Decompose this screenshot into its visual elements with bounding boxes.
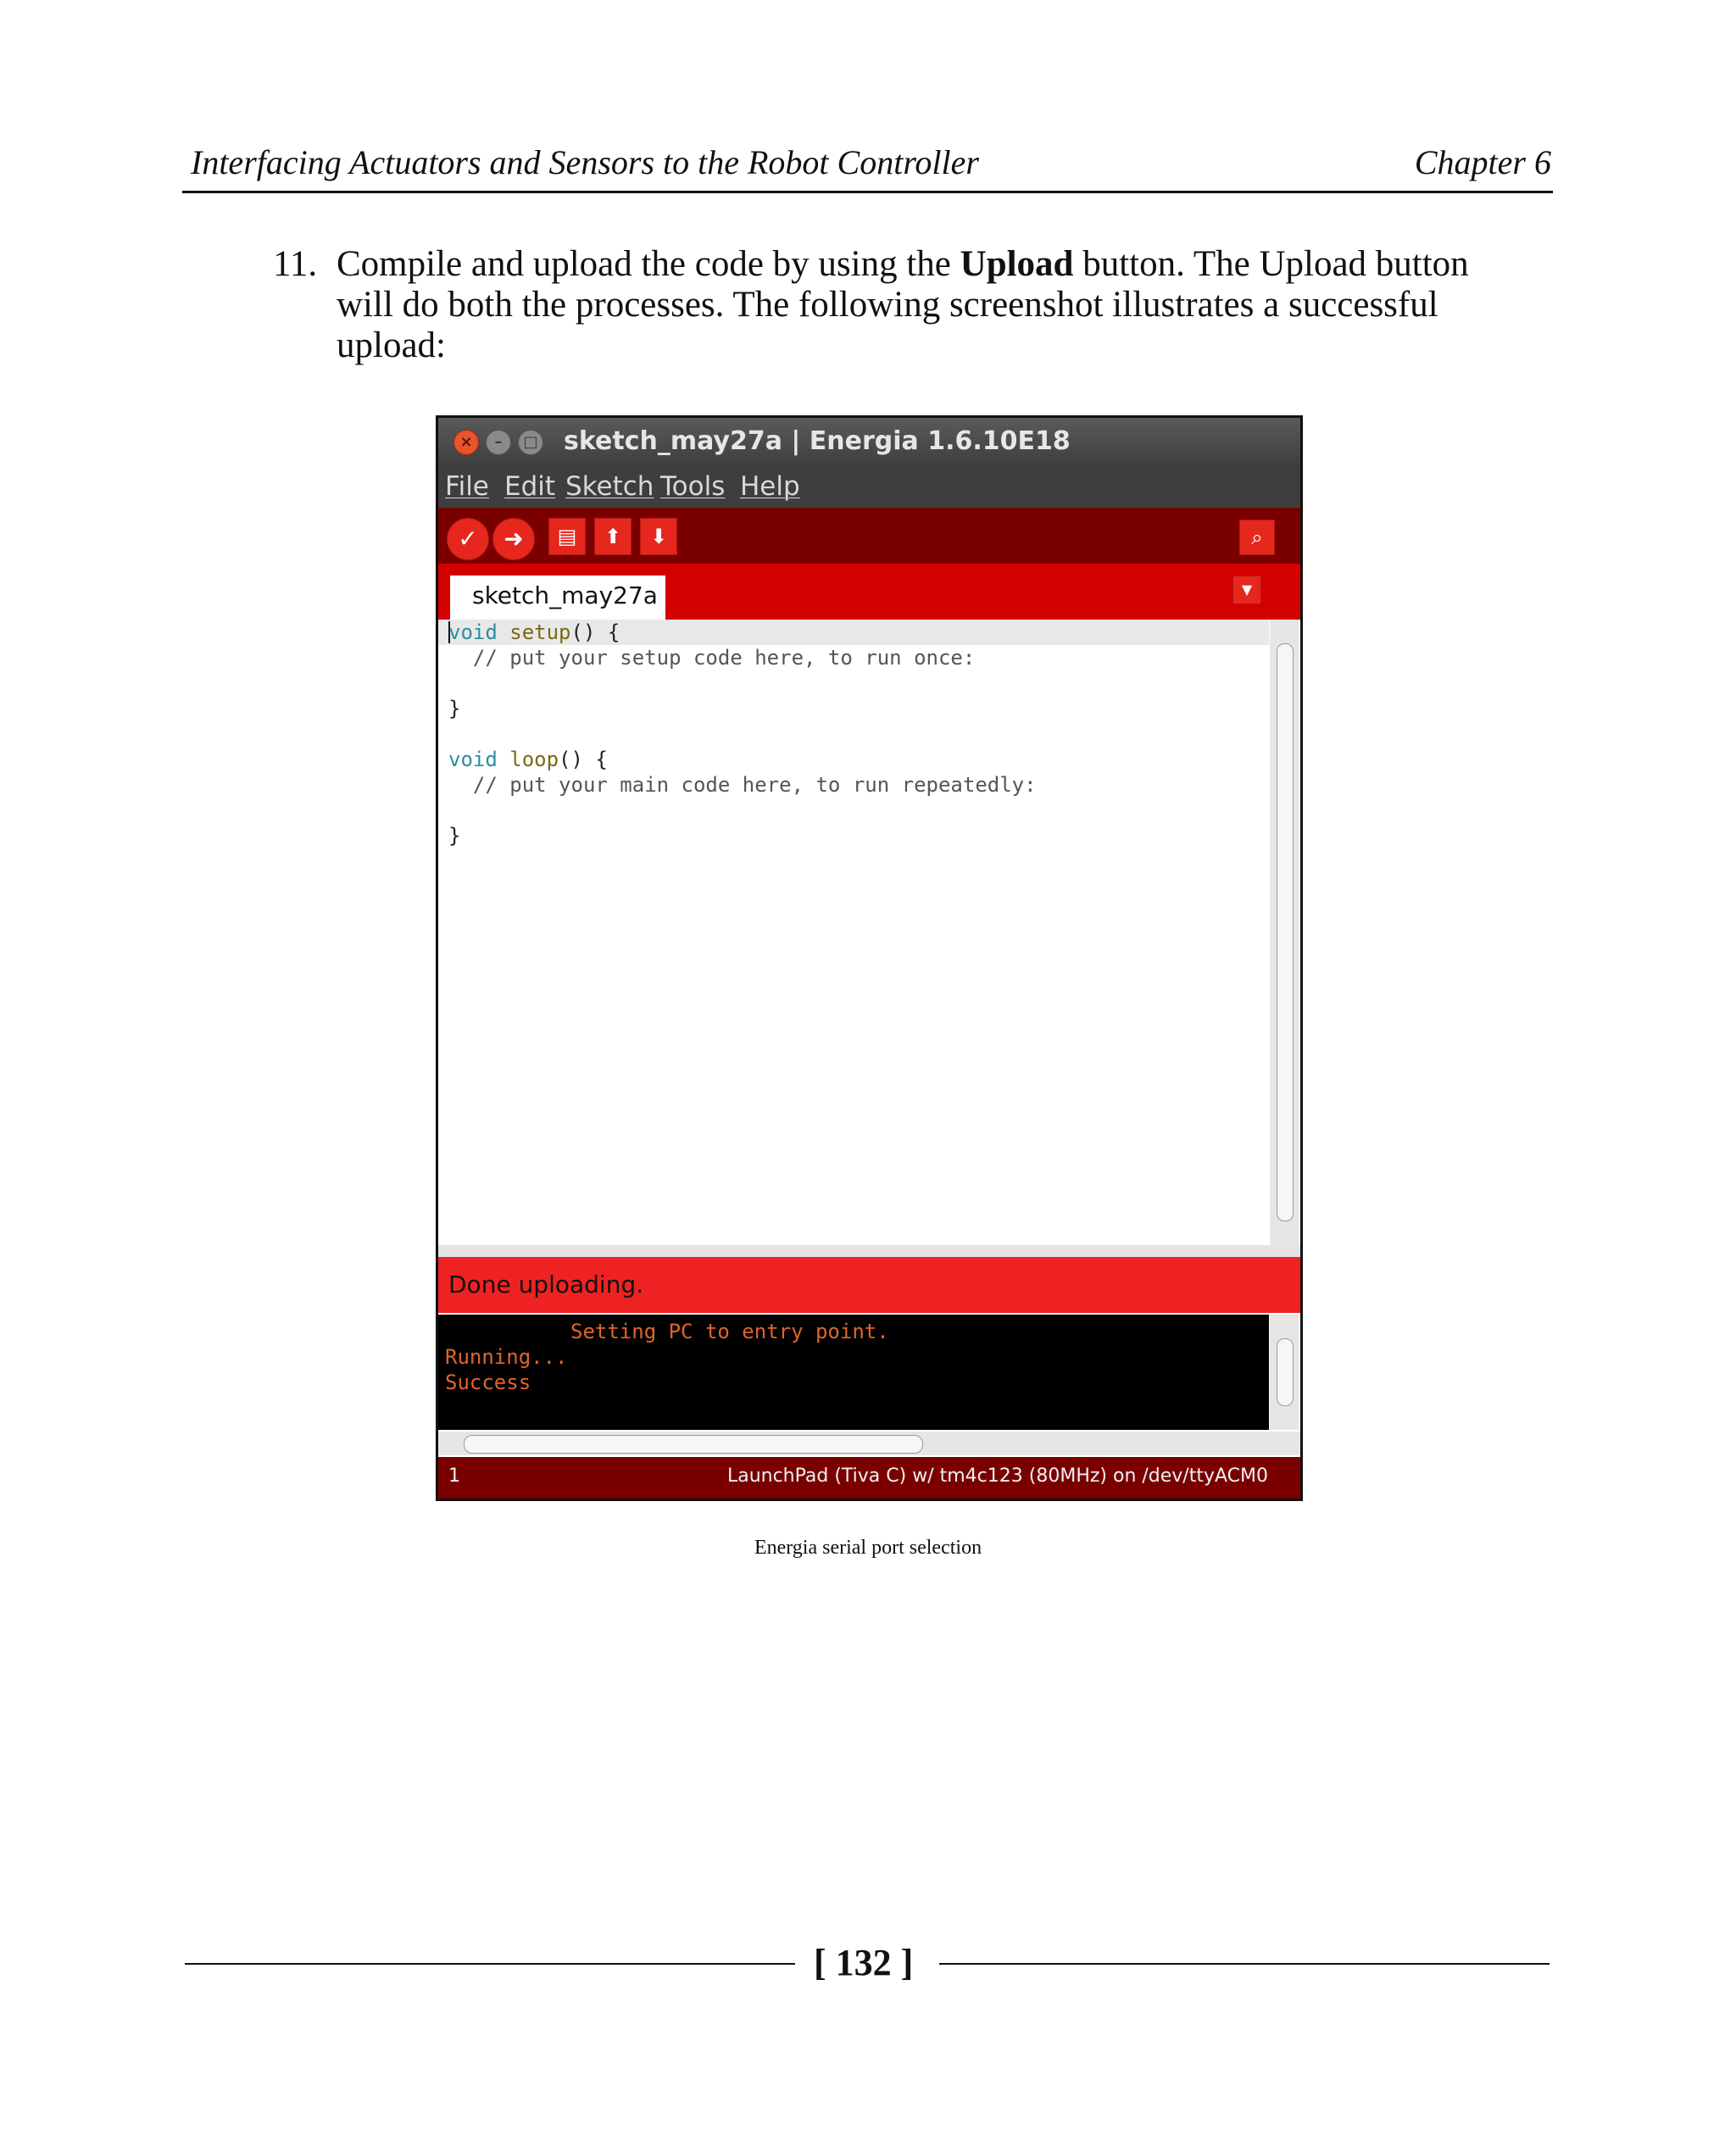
checkmark-icon: ✓ <box>458 525 478 553</box>
document-icon: ▤ <box>557 525 577 548</box>
chevron-down-icon: ▼ <box>1241 581 1253 598</box>
menu-file[interactable]: File <box>445 471 489 502</box>
step-text-after: button. The Upload button will do both the processes. The following screenshot illustrates a successful upload: <box>337 244 1469 365</box>
tab-sketch[interactable] <box>450 576 665 620</box>
console-line-2: Running... <box>445 1345 568 1369</box>
figure-caption: Energia serial port selection <box>754 1537 982 1559</box>
code-token-loop: loop <box>509 748 559 771</box>
close-button[interactable] <box>453 430 479 455</box>
editor-vertical-scrollbar[interactable] <box>1270 620 1299 1247</box>
code-editor[interactable] <box>438 620 1269 1243</box>
board-port-info: LaunchPad (Tiva C) w/ tm4c123 (80MHz) on /dev/ttyACM0 <box>726 1465 1268 1487</box>
menu-tools[interactable]: Tools <box>660 471 726 502</box>
minimize-icon: – <box>494 433 503 451</box>
line-number: 1 <box>448 1465 460 1487</box>
step-text-before: Compile and upload the code by using the <box>337 244 960 284</box>
code-line-9: } <box>448 824 461 848</box>
code-line-6: void loop() { <box>448 748 608 771</box>
arrow-down-icon: ⬇ <box>649 525 668 548</box>
step-text <box>337 244 1523 366</box>
running-head <box>182 142 1551 195</box>
window-title: sketch_may27a | Energia 1.6.10E18 <box>564 426 1071 456</box>
header-rule <box>182 191 1553 193</box>
console-line-3: Success <box>445 1371 531 1394</box>
console-output <box>438 1315 1269 1430</box>
new-button[interactable] <box>548 518 586 555</box>
code-token-setup: setup <box>509 620 571 644</box>
step-number: 11. <box>273 244 318 284</box>
footer-rule-right <box>939 1963 1550 1965</box>
console-line-1: Setting PC to entry point. <box>570 1320 889 1343</box>
tab-bar <box>438 564 1300 620</box>
window-titlebar <box>438 418 1300 465</box>
step-bold-upload: Upload <box>960 244 1074 284</box>
upload-button[interactable] <box>492 518 535 560</box>
footer-bar <box>438 1457 1300 1499</box>
close-icon: × <box>459 433 473 451</box>
save-button[interactable] <box>640 518 677 555</box>
maximize-button[interactable] <box>518 430 543 455</box>
code-token-void: void <box>448 748 498 771</box>
energia-window <box>436 415 1303 1501</box>
menubar <box>438 465 1300 508</box>
console-horizontal-scrollbar[interactable] <box>438 1432 1300 1455</box>
tab-label: sketch_may27a <box>472 581 658 609</box>
running-head-title: Interfacing Actuators and Sensors to the Robot Controller <box>191 143 979 181</box>
arrow-up-icon: ⬆ <box>604 525 622 548</box>
page-number: [ 132 ] <box>814 1942 914 1983</box>
editor-scroll-thumb[interactable] <box>1277 643 1294 1221</box>
tab-menu-button[interactable] <box>1232 576 1261 604</box>
maximize-icon: □ <box>523 433 538 451</box>
code-line-4: } <box>448 697 461 720</box>
code-token-void: void <box>448 620 498 644</box>
status-bar <box>438 1257 1300 1313</box>
menu-sketch[interactable]: Sketch <box>565 471 654 502</box>
toolbar <box>438 508 1300 564</box>
console-vertical-scrollbar[interactable] <box>1270 1315 1299 1430</box>
code-line-1: void setup() { <box>448 620 620 644</box>
pane-divider[interactable] <box>438 1245 1300 1257</box>
verify-button[interactable] <box>447 518 489 560</box>
console-scroll-thumb[interactable] <box>1277 1338 1294 1406</box>
running-head-chapter: Chapter 6 <box>1414 143 1551 181</box>
minimize-button[interactable] <box>486 430 511 455</box>
footer-rule-left <box>185 1963 795 1965</box>
console-hscroll-thumb[interactable] <box>464 1435 923 1454</box>
code-line-7: // put your main code here, to run repeatedly: <box>448 773 1037 797</box>
menu-help[interactable]: Help <box>740 471 800 502</box>
menu-edit[interactable]: Edit <box>504 471 556 502</box>
open-button[interactable] <box>594 518 632 555</box>
status-message: Done uploading. <box>448 1271 644 1299</box>
serial-monitor-button[interactable] <box>1239 520 1275 555</box>
code-line-2: // put your setup code here, to run once: <box>448 646 976 670</box>
arrow-right-icon: ➜ <box>504 525 524 553</box>
magnifier-icon: ⌕ <box>1251 526 1263 549</box>
